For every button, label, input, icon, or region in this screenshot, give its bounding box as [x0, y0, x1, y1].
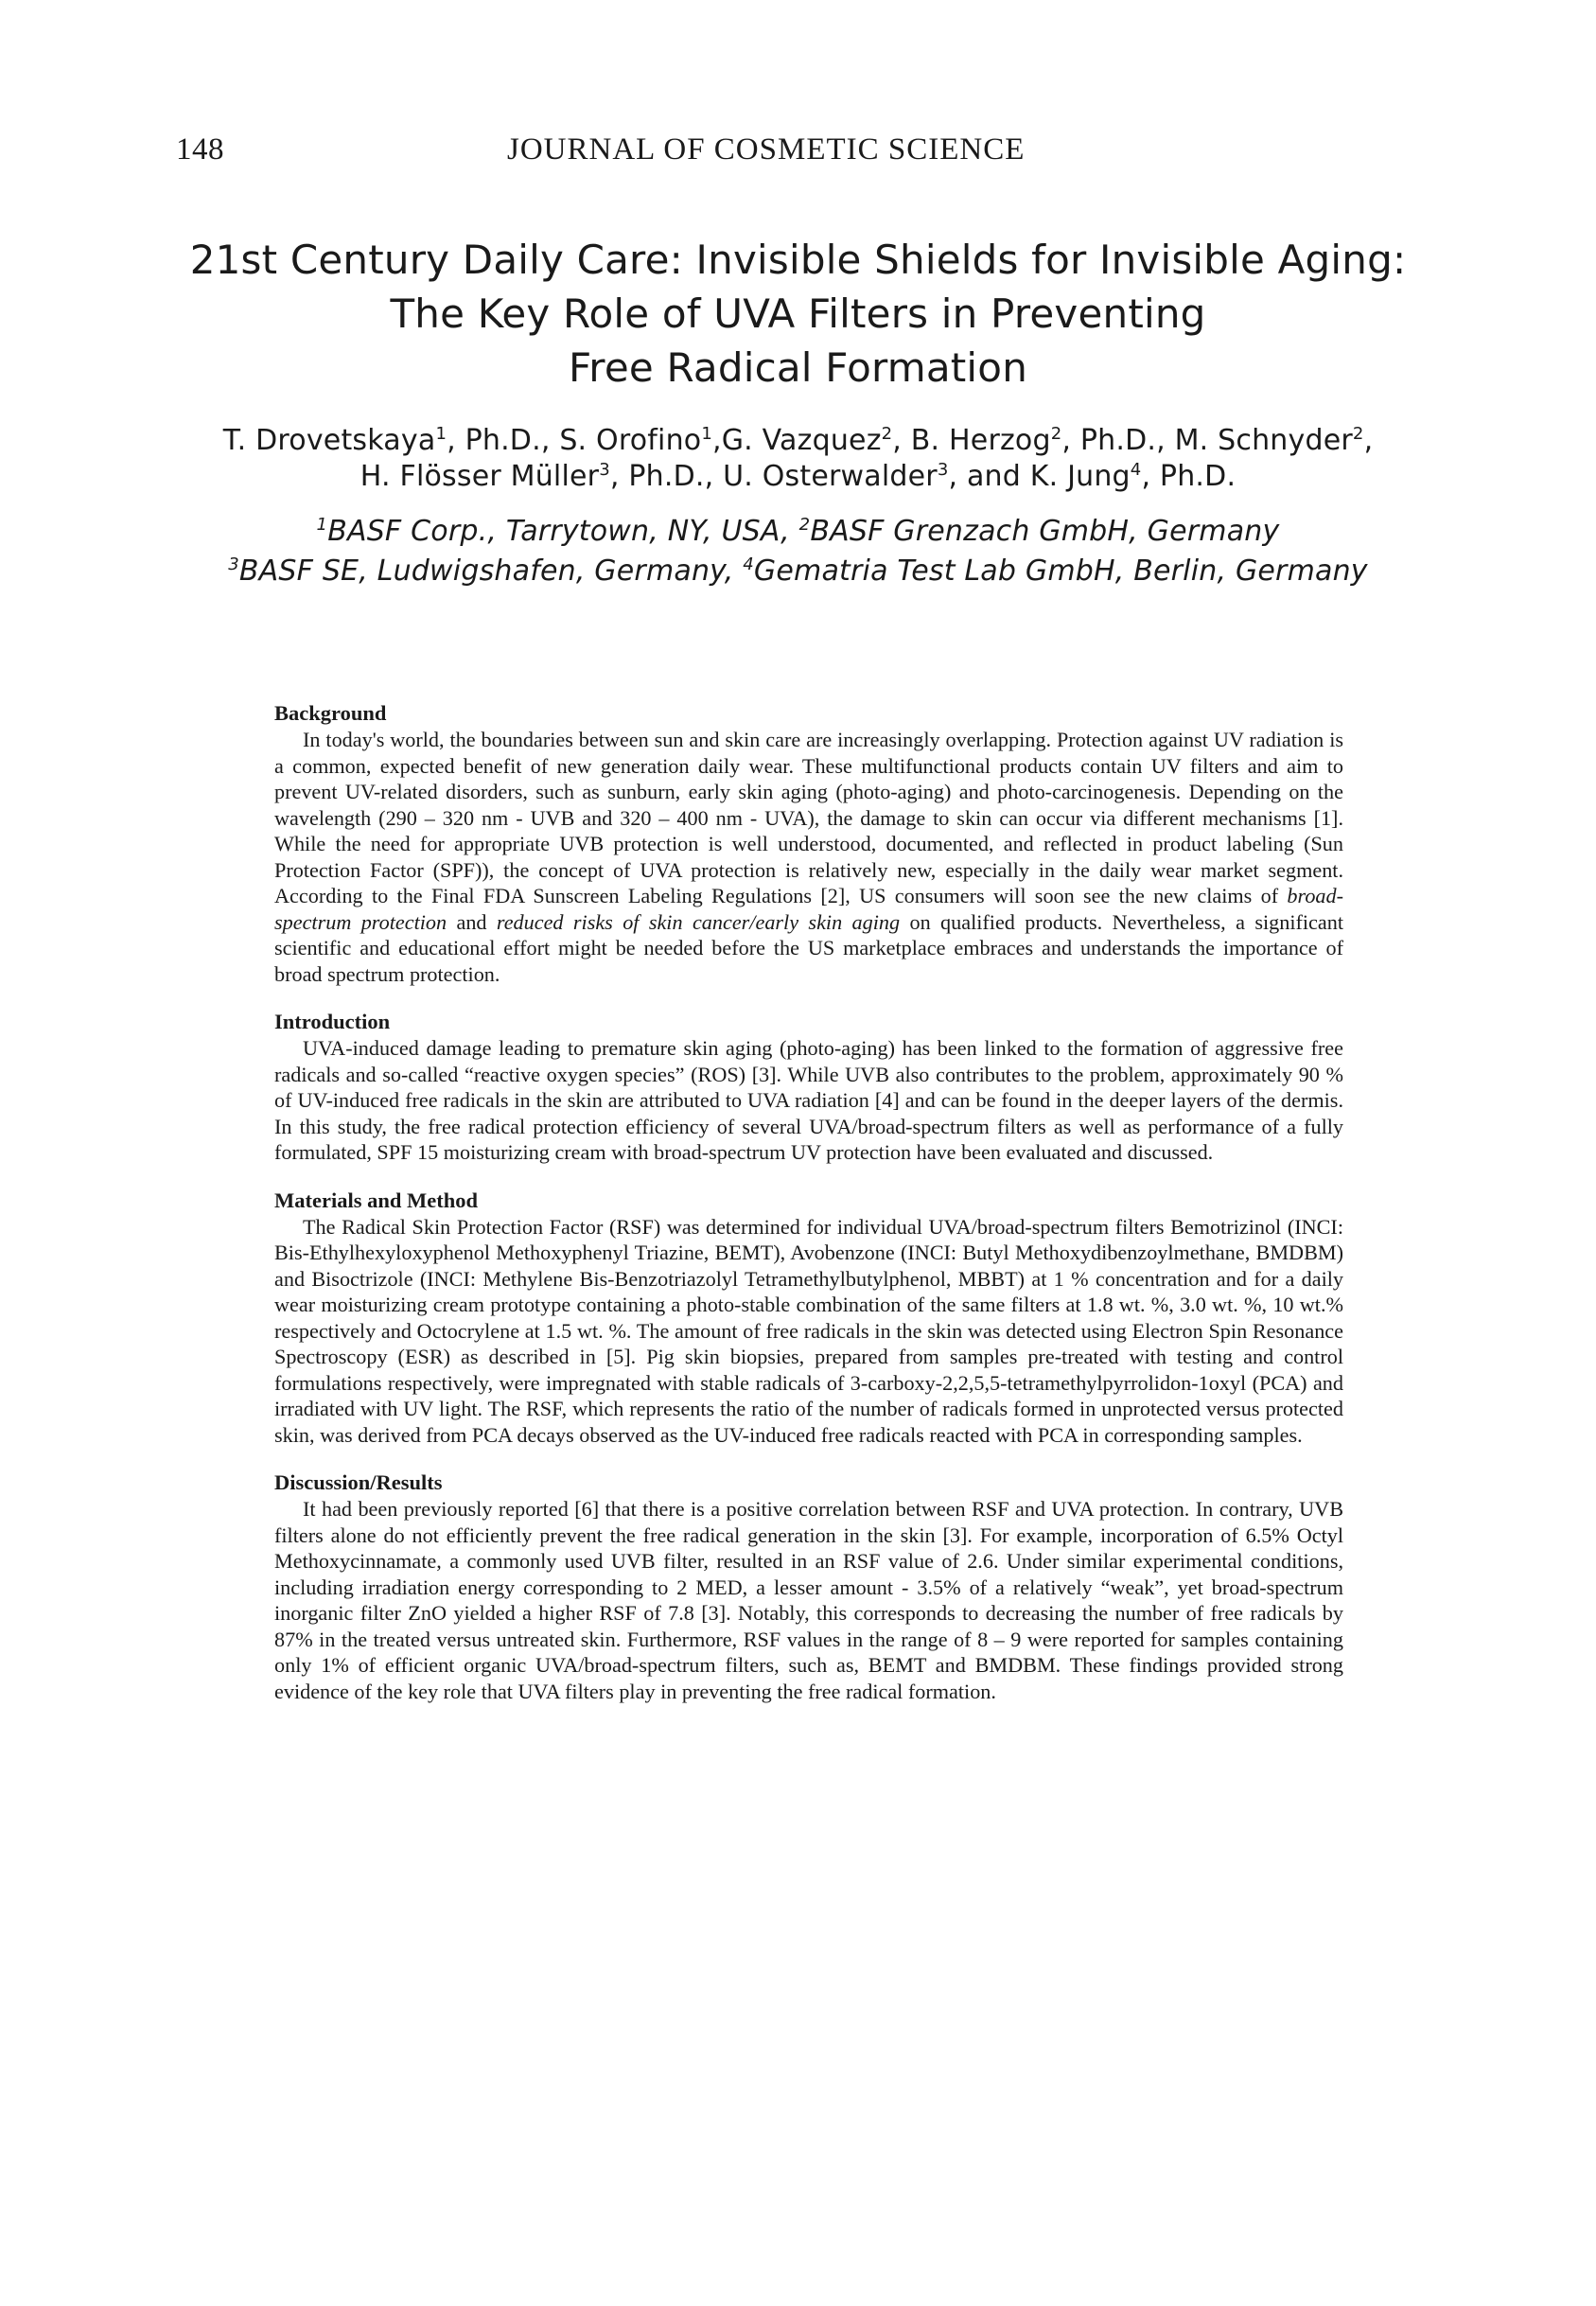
affiliation-text: BASF SE, Ludwigshafen, Germany,: [238, 554, 744, 588]
affiliation-text: BASF Corp., Tarrytown, NY, USA,: [327, 515, 799, 548]
author-affiliation-mark: 2: [1352, 424, 1364, 444]
article-title-line-2: The Key Role of UVA Filters in Preventing: [390, 290, 1206, 337]
paragraph-text: on qualified products. Nevertheless, a significant scientific and educational effort might be needed before the US marketplace embraces and understands the importance of broad spectrum protection.: [274, 909, 1343, 986]
journal-name: JOURNAL OF COSMETIC SCIENCE: [507, 132, 1026, 167]
author-text: , and K. Jung: [948, 460, 1131, 493]
section-introduction: [274, 1009, 1343, 1166]
page-number: 148: [176, 132, 224, 167]
paragraph-discussion: It had been previously reported [6] that there is a positive correlation between RSF and UVA protection. In contrary, UVB filters alone do not efficiently prevent the free radical generation in the skin [3]. For example, incorporation of 6.5% Octyl Methoxycinnamate, a commonly used UVB filter, resulted in an RSF value of 2.6. Under similar experimental conditions, including irradiation energy corresponding to 2 MED, a lesser amount - 3.5% of a relatively “weak”, yet broad-spectrum inorganic filter ZnO yielded a higher RSF of 7.8 [3]. Notably, this corresponds to decreasing the number of free radicals by 87% in the treated versus untreated skin. Furthermore, RSF values in the range of 8 – 9 were reported for samples containing only 1% of efficient organic UVA/broad-spectrum filters, such as, BEMT and BMDBM. These findings provided strong evidence of the key role that UVA filters play in preventing the free radical formation.: [274, 1497, 1343, 1703]
affiliation-mark: 1: [316, 515, 328, 535]
section-heading-background: Background: [274, 701, 387, 725]
affiliation-mark: 2: [798, 515, 811, 535]
article-title-line-1: 21st Century Daily Care: Invisible Shields for Invisible Aging:: [189, 237, 1407, 283]
author-affiliation-mark: 2: [1050, 424, 1062, 444]
author-affiliation-mark: 1: [701, 424, 712, 444]
author-text: , Ph.D., U. Osterwalder: [609, 460, 938, 493]
section-heading-discussion: Discussion/Results: [274, 1470, 443, 1494]
author-line-1: [0, 423, 1596, 459]
affiliation-line-2: [0, 552, 1596, 591]
affiliation-line-1: [0, 512, 1596, 552]
author-list: [0, 423, 1596, 495]
section-heading-introduction: Introduction: [274, 1010, 391, 1033]
author-line-2: [0, 459, 1596, 495]
section-materials: [274, 1188, 1343, 1449]
affiliation-mark: 4: [743, 554, 754, 574]
author-affiliation-mark: 3: [937, 460, 949, 480]
affiliation-text: BASF Grenzach GmbH, Germany: [810, 515, 1280, 548]
author-affiliation-mark: 3: [599, 460, 610, 480]
paragraph-introduction: UVA-induced damage leading to premature skin aging (photo-aging) has been linked to the formation of aggressive free radicals and so-called “reactive oxygen species” (ROS) [3]. While UVB also contributes to the problem, approximately 90 % of UV-induced free radicals in the skin are attributed to UVA radiation [4] and can be found in the deeper layers of the dermis. In this study, the free radical protection efficiency of several UVA/broad-spectrum filters as well as performance of a fully formulated, SPF 15 moisturizing cream with broad-spectrum UV protection have been evaluated and discussed.: [274, 1036, 1343, 1164]
paragraph-text: and: [447, 909, 497, 934]
italic-term: broad-spectrum protection: [274, 884, 1343, 934]
running-head: [0, 132, 1596, 170]
author-text: , Ph.D.: [1141, 460, 1236, 493]
author-text: ,G. Vazquez: [712, 424, 882, 457]
author-text: , B. Herzog: [892, 424, 1051, 457]
section-background: [274, 700, 1343, 987]
article-title-line-3: Free Radical Formation: [568, 344, 1028, 391]
author-text: , Ph.D., M. Schnyder: [1061, 424, 1353, 457]
italic-term: reduced risks of skin cancer/early skin aging: [496, 909, 901, 934]
section-discussion: [274, 1470, 1343, 1704]
title-block: [0, 233, 1596, 591]
author-affiliation-mark: 2: [881, 424, 893, 444]
author-affiliation-mark: 1: [435, 424, 447, 444]
affiliation-text: Gematria Test Lab GmbH, Berlin, Germany: [753, 554, 1368, 588]
paragraph-text: In today's world, the boundaries between sun and skin care are increasingly overlapping. Protection against UV radiation is a common, expected benefit of new generation daily wear. These multifunctional products contain UV filters and aim to prevent UV-related disorders, such as sunburn, early skin aging (photo-aging) and photo-carcinogenesis. Depending on the wavelength (290 – 320 nm - UVB and 320 – 400 nm - UVA), the damage to skin can occur via different mechanisms [1]. While the need for appropriate UVB protection is well understood, documented, and reflected in product labeling (Sun Protection Factor (SPF)), the concept of UVA protection is relatively new, especially in the daily wear market segment. According to the Final FDA Sunscreen Labeling Regulations [2], US consumers will soon see the new claims of: [274, 728, 1343, 907]
author-affiliation-mark: 4: [1130, 460, 1142, 480]
paragraph-materials: The Radical Skin Protection Factor (RSF) was determined for individual UVA/broad-spectrum filters Bemotrizinol (INCI: Bis-Ethylhexyloxyphenol Methoxyphenyl Triazine, BEMT), Avobenzone (INCI: Butyl Methoxydibenzoylmethane, BMDBM) and Bisoctrizole (INCI: Methylene Bis-Benzotriazolyl Tetramethylbutylphenol, MBBT) at 1 % concentration and for a daily wear moisturizing cream prototype containing a photo-stable combination of the same filters at 1.8 wt. %, 3.0 wt. %, 10 wt.% respectively and Octocrylene at 1.5 wt. %. The amount of free radicals in the skin was detected using Electron Spin Resonance Spectroscopy (ESR) as described in [5]. Pig skin biopsies, prepared from samples pre-treated with testing and control formulations respectively, were impregnated with stable radicals of 3-carboxy-2,2,5,5-tetramethylpyrrolidon-1oxyl (PCA) and irradiated with UV light. The RSF, which represents the ratio of the number of radicals formed in unprotected versus protected skin, was derived from PCA decays observed as the UV-induced free radicals reacted with PCA in corresponding samples.: [274, 1214, 1343, 1447]
author-text: , Ph.D., S. Orofino: [447, 424, 702, 457]
affiliation-mark: 3: [228, 554, 239, 574]
abstract-body: [274, 700, 1343, 1726]
affiliation-list: [0, 512, 1596, 591]
author-text: T. Drovetskaya: [222, 424, 436, 457]
section-heading-materials: Materials and Method: [274, 1188, 478, 1212]
author-text: H. Flösser Müller: [360, 460, 600, 493]
paragraph-background: [274, 727, 1343, 987]
author-text: ,: [1363, 424, 1374, 457]
